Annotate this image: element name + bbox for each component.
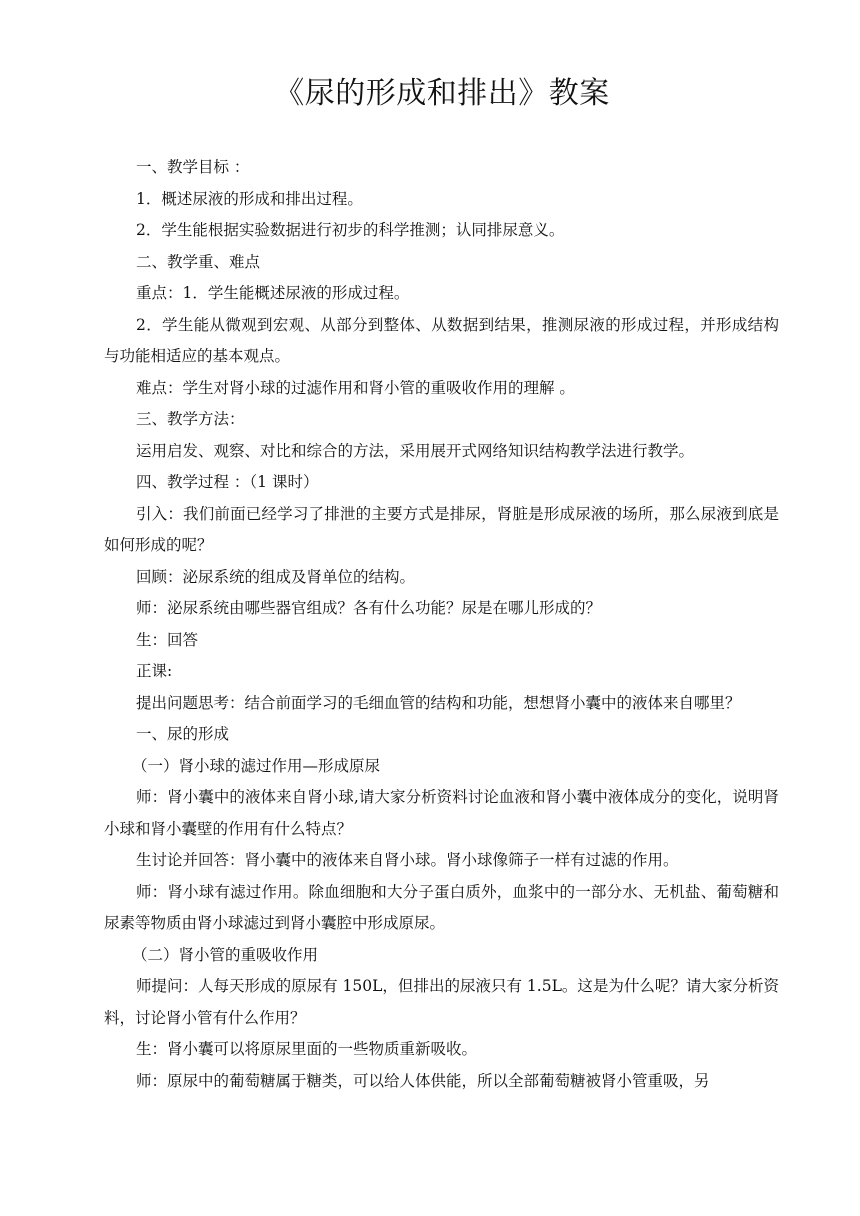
document-body — [104, 152, 779, 1097]
paragraph: 运用启发、观察、对比和综合的方法，采用展开式网络知识结构教学法进行教学。 — [136, 441, 695, 460]
paragraph: 四、教学过程 ：（1 课时） — [136, 473, 319, 491]
paragraph: 正课: — [136, 662, 173, 680]
paragraph: 三、教学方法： — [136, 410, 245, 428]
paragraph: 生讨论并回答：肾小囊中的液体来自肾小球。肾小球像筛子一样有过滤的作用。 — [136, 851, 679, 869]
paragraph: 师：肾小球有滤过作用。除血细胞和大分子蛋白质外，血浆中的一部分水、无机盐、葡萄糖和尿素等物质由肾小球滤过到肾小囊腔中形成原尿。 — [104, 882, 779, 932]
paragraph: 2．学生能根据实验数据进行初步的科学推测；认同排尿意义。 — [136, 221, 565, 239]
paragraph: 难点：学生对肾小球的过滤作用和肾小管的重吸收作用的理解 。 — [136, 378, 575, 397]
paragraph: （二）肾小管的重吸收作用 — [132, 945, 319, 964]
document-title: 《尿的形成和排出》教案 — [274, 76, 610, 111]
paragraph: 引入：我们前面已经学习了排泄的主要方式是排尿，肾脏是形成尿液的场所，那么尿液到底是如何形成的呢？ — [104, 504, 779, 554]
paragraph: 师：泌尿系统由哪些器官组成？各有什么功能？尿是在哪儿形成的？ — [136, 599, 602, 617]
paragraph: 生：回答 — [136, 630, 199, 649]
paragraph: 二、教学重、难点 — [136, 252, 261, 271]
paragraph: 师：原尿中的葡萄糖属于糖类，可以给人体供能，所以全部葡萄糖被肾小管重吸，另 — [136, 1071, 710, 1090]
paragraph: 重点：1．学生能概述尿液的形成过程。 — [136, 284, 410, 302]
paragraph: 回顾：泌尿系统的组成及肾单位的结构。 — [136, 567, 416, 586]
paragraph: 一、教学目标 ： — [136, 158, 250, 176]
paragraph: 一、尿的形成 — [136, 725, 230, 743]
paragraph: 师：肾小囊中的液体来自肾小球,请大家分析资料讨论血液和肾小囊中液体成分的变化，说明肾小球和肾小囊壁的作用有什么特点？ — [104, 788, 779, 838]
paragraph: 师提问：人每天形成的原尿有 150L，但排出的尿液只有 1.5L。这是为什么呢？请大家分析资料，讨论肾小管有什么作用？ — [104, 977, 779, 1027]
paragraph: （一）肾小球的滤过作用—形成原尿 — [132, 756, 381, 775]
paragraph: 生：肾小囊可以将原尿里面的一些物质重新吸收。 — [136, 1040, 478, 1058]
paragraph: 2．学生能从微观到宏观、从部分到整体、从数据到结果，推测尿液的形成过程，并形成结构与功能相适应的基本观点。 — [104, 315, 779, 365]
paragraph: 提出问题思考：结合前面学习的毛细血管的结构和功能，想想肾小囊中的液体来自哪里？ — [136, 693, 741, 712]
paragraph: 1．概述尿液的形成和排出过程。 — [136, 189, 363, 208]
